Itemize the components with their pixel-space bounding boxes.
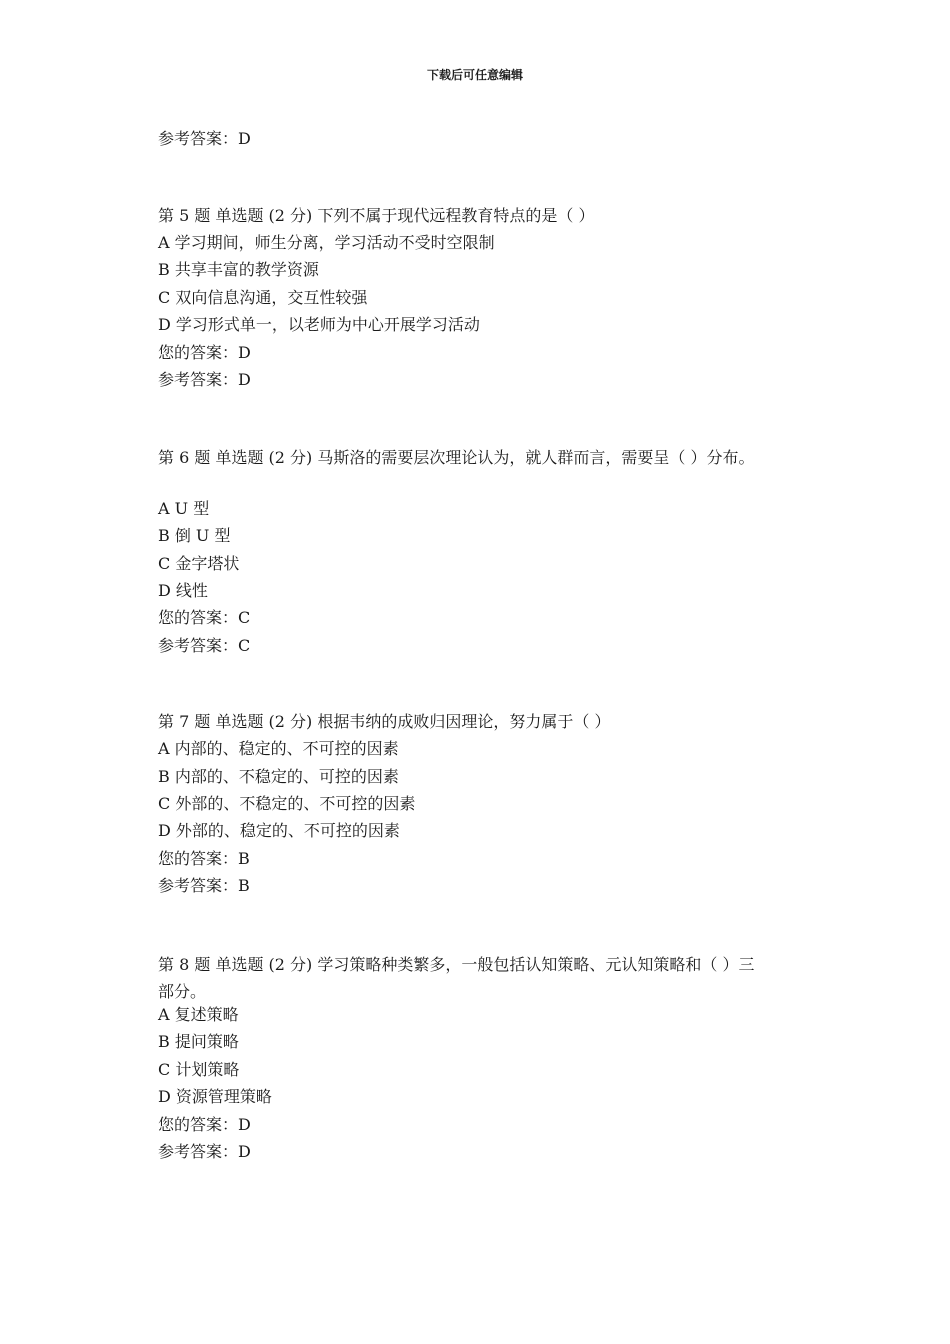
your-answer: 您的答案：C — [158, 608, 251, 627]
reference-answer: 参考答案：D — [158, 1142, 251, 1161]
option-c: C 计划策略 — [158, 1060, 240, 1079]
option-b: B 内部的、不稳定的、可控的因素 — [158, 767, 399, 786]
reference-answer: 参考答案：D — [158, 370, 251, 389]
option-a: A 学习期间，师生分离，学习活动不受时空限制 — [158, 233, 495, 252]
option-b: B 倒 U 型 — [158, 526, 231, 545]
reference-answer: 参考答案：D — [158, 129, 251, 148]
question-stem: 第 6 题 单选题 (2 分) 马斯洛的需要层次理论认为，就人群而言，需要呈（ ）分布。 — [158, 448, 755, 467]
question-stem: 第 8 题 单选题 (2 分) 学习策略种类繁多，一般包括认知策略、元认知策略和（ ）三部分。 — [158, 955, 755, 1001]
option-c: C 双向信息沟通，交互性较强 — [158, 288, 368, 307]
option-b: B 共享丰富的教学资源 — [158, 260, 319, 279]
option-d: D 外部的、稳定的、不可控的因素 — [158, 821, 400, 840]
option-d: D 学习形式单一，以老师为中心开展学习活动 — [158, 315, 480, 334]
your-answer: 您的答案：B — [158, 849, 250, 868]
option-d: D 线性 — [158, 581, 208, 600]
question-stem: 第 5 题 单选题 (2 分) 下列不属于现代远程教育特点的是（ ） — [158, 206, 595, 225]
option-a: A 复述策略 — [158, 1005, 239, 1024]
reference-answer: 参考答案：C — [158, 636, 251, 655]
option-c: C 金字塔状 — [158, 554, 240, 573]
option-b: B 提问策略 — [158, 1032, 239, 1051]
option-c: C 外部的、不稳定的、不可控的因素 — [158, 794, 416, 813]
question-stem: 第 7 题 单选题 (2 分) 根据韦纳的成败归因理论，努力属于（ ） — [158, 712, 611, 731]
option-a: A U 型 — [158, 499, 210, 518]
option-a: A 内部的、稳定的、不可控的因素 — [158, 739, 399, 758]
your-answer: 您的答案：D — [158, 343, 251, 362]
page-header: 下载后可任意编辑 — [426, 68, 523, 82]
reference-answer: 参考答案：B — [158, 876, 250, 895]
option-d: D 资源管理策略 — [158, 1087, 272, 1106]
your-answer: 您的答案：D — [158, 1115, 251, 1134]
